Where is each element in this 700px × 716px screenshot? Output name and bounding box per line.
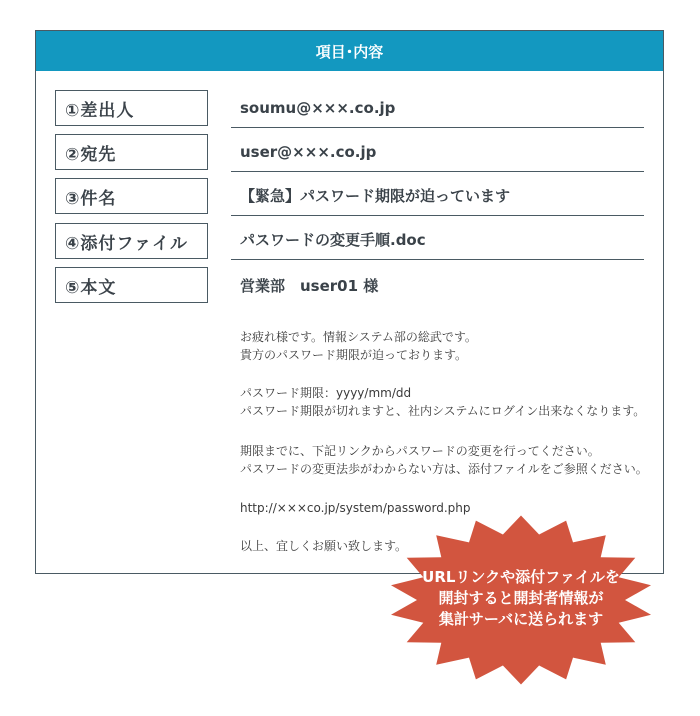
- panel-header: 項目･内容: [36, 31, 663, 71]
- body-line: 期限までに、下記リンクからパスワードの変更を行ってください。: [240, 444, 600, 458]
- email-content-panel: [35, 30, 664, 574]
- label-body: ⑤本文: [55, 267, 208, 303]
- body-line: パスワード期限が切れますと、社内システムにログイン出来なくなります。: [240, 404, 646, 418]
- body-line: パスワード期限：yyyy/mm/dd: [240, 386, 412, 400]
- callout-text: [388, 567, 654, 630]
- callout-line: URLリンクや添付ファイルを: [422, 568, 620, 586]
- value-sender: soumu@×××.co.jp: [231, 88, 644, 128]
- label-subject: ③件名: [55, 178, 208, 214]
- body-line: お疲れ様です。情報システム部の総武です。: [240, 330, 477, 344]
- value-attachment: パスワードの変更手順.doc: [231, 220, 644, 260]
- body-line: 貴方のパスワード期限が迫っております。: [240, 348, 468, 362]
- value-recipient: user@×××.co.jp: [231, 132, 644, 172]
- label-sender: ①差出人: [55, 90, 208, 126]
- label-attachment: ④添付ファイル: [55, 223, 208, 259]
- body-link: http://×××co.jp/system/password.php: [240, 501, 471, 515]
- body-line: パスワードの変更法歩がわからない方は、添付ファイルをご参照ください。: [240, 462, 648, 476]
- value-body-greeting: 営業部 user01 様: [240, 276, 379, 295]
- label-recipient: ②宛先: [55, 134, 208, 170]
- body-line: 以上、宜しくお願い致します。: [240, 539, 408, 553]
- callout-line: 集計サーバに送られます: [438, 610, 604, 628]
- callout-line: 開封すると開封者情報が: [438, 589, 604, 607]
- value-subject: 【緊急】パスワード期限が迫っています: [231, 176, 644, 216]
